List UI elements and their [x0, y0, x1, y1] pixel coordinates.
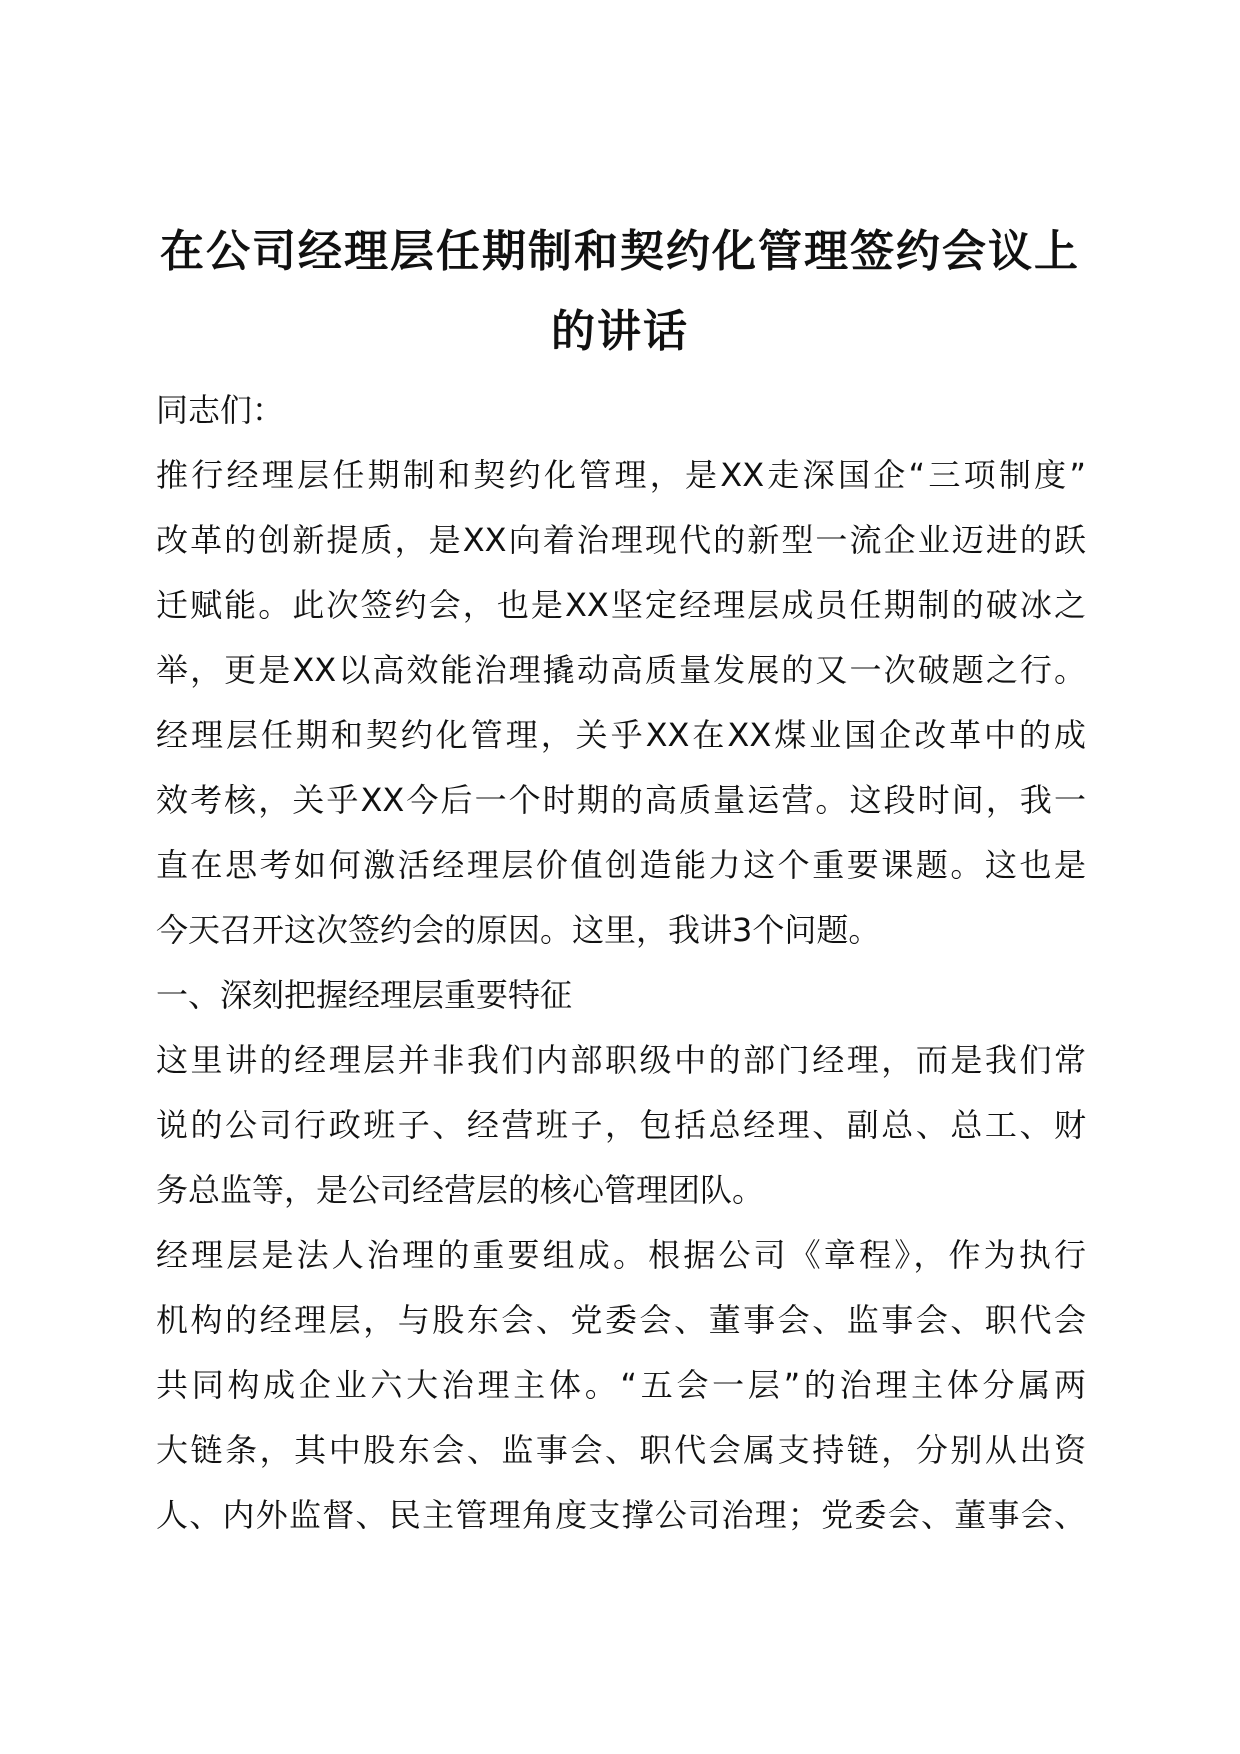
text-line: 直在思考如何激活经理层价值创造能力这个重要课题。这也是 [156, 846, 1086, 884]
text-line: 共同构成企业六大治理主体。“五会一层”的治理主体分属两 [156, 1366, 1086, 1404]
text-line: 效考核，关乎XX今后一个时期的高质量运营。这段时间，我一 [156, 781, 1086, 819]
text-line: 推行经理层任期制和契约化管理，是XX走深国企“三项制度” [156, 456, 1086, 494]
text-line: 人、内外监督、民主管理角度支撑公司治理；党委会、董事会、 [156, 1496, 1086, 1534]
title-line-2: 的讲话 [551, 306, 689, 357]
document-body [156, 378, 1086, 1548]
text-line: 说的公司行政班子、经营班子，包括总经理、副总、总工、财 [156, 1106, 1086, 1144]
salutation: 同志们： [156, 391, 285, 429]
text-line: 今天召开这次签约会的原因。这里，我讲3个问题。 [156, 911, 881, 949]
text-line: 经理层任期和契约化管理，关乎XX在XX煤业国企改革中的成 [156, 716, 1086, 754]
text-line: 务总监等，是公司经营层的核心管理团队。 [156, 1171, 765, 1209]
text-line: 改革的创新提质，是XX向着治理现代的新型一流企业迈进的跃 [156, 521, 1086, 559]
text-line: 举，更是XX以高效能治理撬动高质量发展的又一次破题之行。 [156, 651, 1086, 689]
document-title [150, 212, 1090, 372]
section-heading: 一、深刻把握经理层重要特征 [156, 976, 573, 1014]
text-line: 机构的经理层，与股东会、党委会、董事会、监事会、职代会 [156, 1301, 1086, 1339]
title-line-1: 在公司经理层任期制和契约化管理签约会议上 [160, 226, 1080, 277]
text-line: 大链条，其中股东会、监事会、职代会属支持链，分别从出资 [156, 1431, 1086, 1469]
text-line: 迁赋能。此次签约会，也是XX坚定经理层成员任期制的破冰之 [156, 586, 1086, 624]
text-line: 这里讲的经理层并非我们内部职级中的部门经理，而是我们常 [156, 1041, 1086, 1079]
text-line: 经理层是法人治理的重要组成。根据公司《章程》，作为执行 [156, 1236, 1086, 1274]
